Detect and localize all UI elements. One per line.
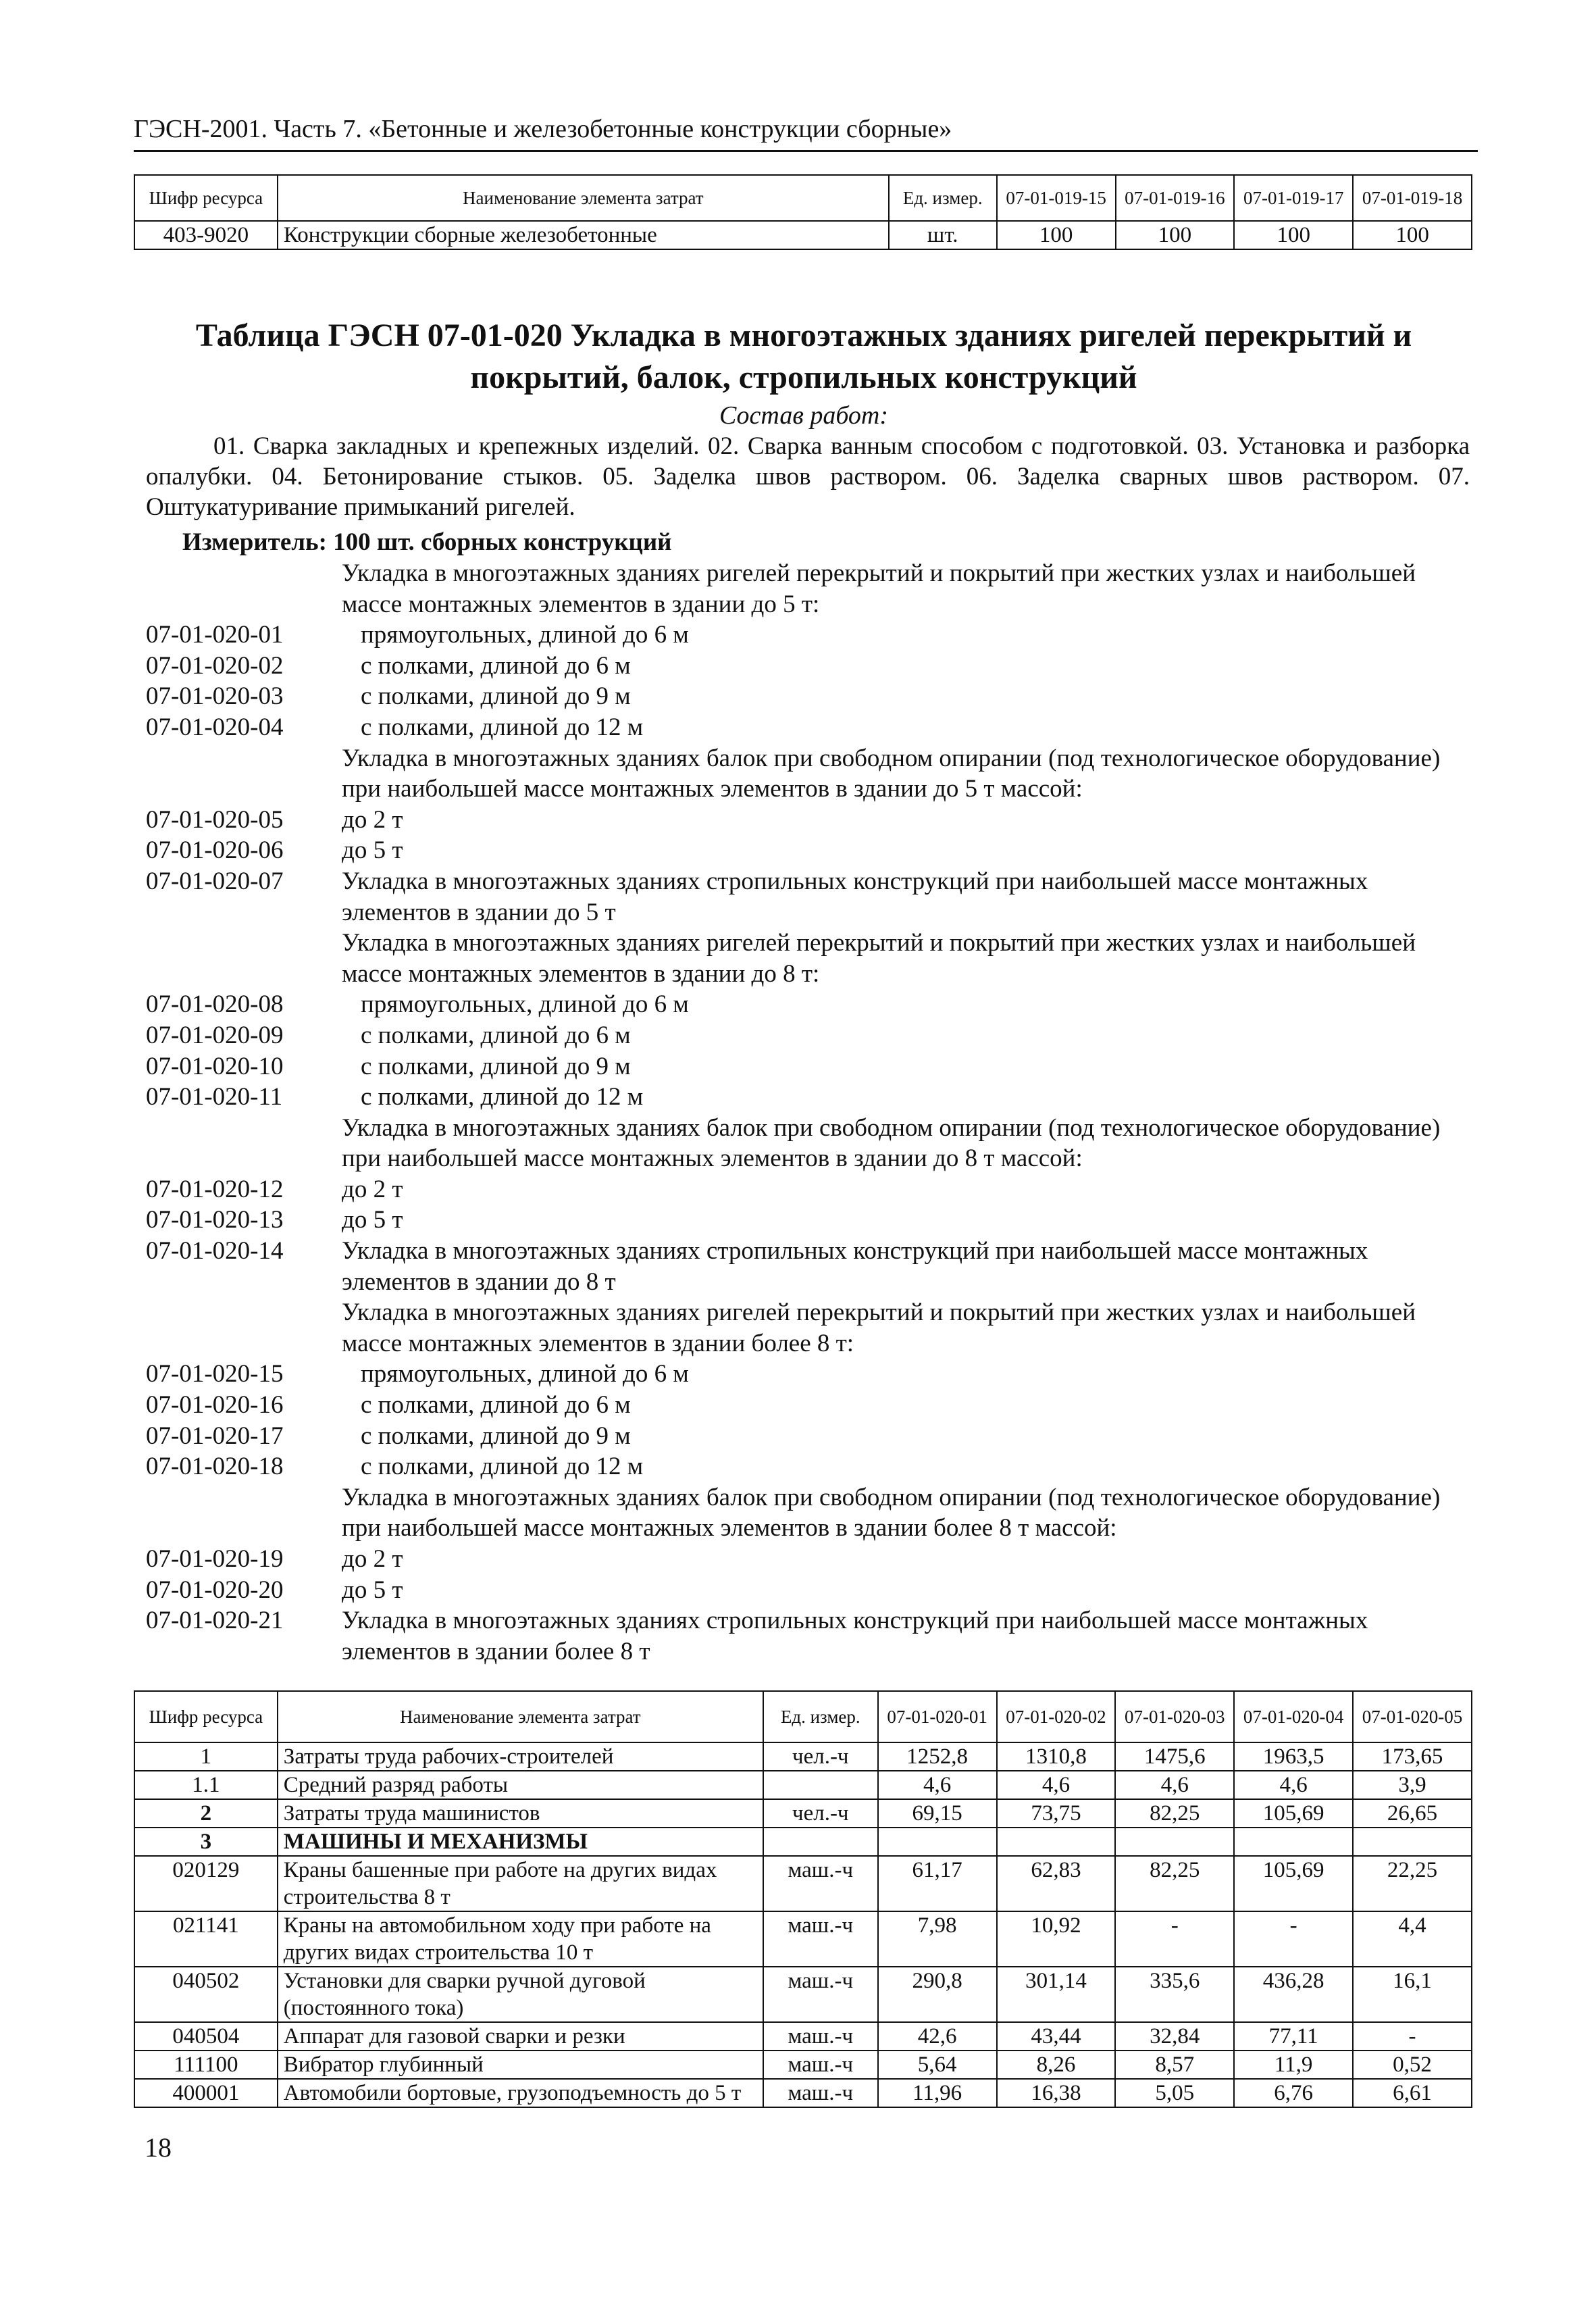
item-text: прямоугольных, длиной до 6 м	[361, 621, 689, 649]
cell-code: 400001	[134, 2079, 278, 2107]
list-item	[146, 1297, 1470, 1359]
item-code: 07-01-020-13	[146, 1206, 284, 1234]
cell-value	[1234, 1828, 1353, 1856]
item-code: 07-01-020-03	[146, 682, 284, 711]
item-text: Укладка в многоэтажных зданиях балок при свободном опирании (под технологическое оборудование) при наибольшей массе монтажных элементов в здании более 8 т массой:	[342, 1483, 1441, 1542]
item-code	[146, 1113, 342, 1174]
list-item	[146, 1236, 1470, 1297]
col-header-norm: 07-01-019-17	[1234, 175, 1353, 221]
item-text: Укладка в многоэтажных зданиях балок при свободном опирании (под технологическое оборудование) при наибольшей массе монтажных элементов в здании до 8 т массой:	[342, 1113, 1441, 1173]
item-text: до 5 т	[342, 1206, 403, 1234]
item-code: 07-01-020-20	[146, 1576, 284, 1604]
list-item	[146, 712, 1470, 743]
list-item	[146, 620, 1470, 651]
item-text: с полками, длиной до 12 м	[361, 713, 644, 741]
item-text: Укладка в многоэтажных зданиях ригелей перекрытий и покрытий при жестких узлах и наибольшей массе монтажных элементов в здании до 8 т:	[342, 929, 1416, 988]
cell-code: 040504	[134, 2022, 278, 2051]
works-description: 01. Сварка закладных и крепежных изделий. 02. Сварка ванным способом с подготовкой. 03. Установка и разборка опалубки. 04. Бетонирование стыков. 05. Заделка швов раствором. 06. Заделка сварных швов раствором. 07. Оштукатуривание примыканий ригелей.	[146, 432, 1470, 521]
table-row	[134, 2051, 1472, 2079]
cell-value: 6,76	[1234, 2079, 1353, 2107]
cell-unit: маш.-ч	[763, 2022, 878, 2051]
table-title: Таблица ГЭСН 07-01-020 Укладка в многоэтажных зданиях ригелей перекрытий и покрытий, балок, стропильных конструкций	[195, 318, 1412, 395]
table-row	[134, 1967, 1472, 2022]
col-header-norm: 07-01-020-03	[1115, 1691, 1234, 1742]
item-text: с полками, длиной до 9 м	[361, 1422, 631, 1450]
cell-name: Средний разряд работы	[278, 1771, 763, 1799]
cell-value	[997, 1828, 1116, 1856]
table-row	[134, 1828, 1472, 1856]
cell-value: 73,75	[997, 1799, 1116, 1828]
cell-unit: маш.-ч	[763, 2079, 878, 2107]
cell-unit: маш.-ч	[763, 1856, 878, 1911]
cell-value: 105,69	[1234, 1856, 1353, 1911]
table-row	[134, 1742, 1472, 1771]
col-header-name: Наименование элемента затрат	[278, 1691, 763, 1742]
col-header-norm: 07-01-019-18	[1353, 175, 1472, 221]
cell-code: 3	[134, 1828, 278, 1856]
col-header-norm: 07-01-019-15	[997, 175, 1116, 221]
table-row	[134, 2079, 1472, 2107]
cell-value: 69,15	[878, 1799, 997, 1828]
item-code: 07-01-020-18	[146, 1453, 284, 1481]
cell-value: -	[1234, 1911, 1353, 1967]
table-header-row	[134, 175, 1472, 221]
item-text: с полками, длиной до 12 м	[361, 1453, 644, 1481]
list-item	[146, 651, 1470, 682]
table-row	[134, 1911, 1472, 1967]
item-code: 07-01-020-10	[146, 1052, 284, 1080]
cell-value: 77,11	[1234, 2022, 1353, 2051]
cell-value: 1475,6	[1115, 1742, 1234, 1771]
cell-code: 111100	[134, 2051, 278, 2079]
cell-value: 436,28	[1234, 1967, 1353, 2022]
item-code: 07-01-020-09	[146, 1021, 284, 1049]
item-text: Укладка в многоэтажных зданиях стропильных конструкций при наибольшей массе монтажных элементов в здании до 5 т	[342, 867, 1368, 926]
table-row	[134, 1771, 1472, 1799]
item-code: 07-01-020-14	[146, 1237, 284, 1265]
item-code: 07-01-020-21	[146, 1607, 284, 1635]
col-header-norm: 07-01-020-01	[878, 1691, 997, 1742]
cell-value: 82,25	[1115, 1856, 1234, 1911]
list-item	[146, 1575, 1470, 1606]
cell-code: 021141	[134, 1911, 278, 1967]
cell-value: 8,26	[997, 2051, 1116, 2079]
cell-unit: чел.-ч	[763, 1799, 878, 1828]
cell-value: 43,44	[997, 2022, 1116, 2051]
cell-value: 22,25	[1353, 1856, 1472, 1911]
cell-value: 42,6	[878, 2022, 997, 2051]
running-header: ГЭСН-2001. Часть 7. «Бетонные и железобетонные конструкции сборные»	[134, 114, 1478, 152]
item-text: Укладка в многоэтажных зданиях стропильных конструкций при наибольшей массе монтажных элементов в здании более 8 т	[342, 1607, 1368, 1665]
item-text: с полками, длиной до 6 м	[361, 1021, 631, 1049]
cell-unit: чел.-ч	[763, 1742, 878, 1771]
item-code: 07-01-020-07	[146, 867, 284, 895]
cell-value: 4,6	[1234, 1771, 1353, 1799]
cell-code: 403-9020	[134, 221, 278, 249]
list-item	[146, 1451, 1470, 1482]
table-row	[134, 1799, 1472, 1828]
col-header-name: Наименование элемента затрат	[278, 175, 889, 221]
cell-value: 100	[1353, 221, 1472, 249]
cell-value: 0,52	[1353, 2051, 1472, 2079]
list-item	[146, 835, 1470, 866]
item-code: 07-01-020-15	[146, 1360, 284, 1388]
item-code: 07-01-020-05	[146, 805, 284, 834]
cell-value: 5,64	[878, 2051, 997, 2079]
cell-unit: маш.-ч	[763, 2051, 878, 2079]
cell-value: 62,83	[997, 1856, 1116, 1911]
cell-value: 100	[997, 221, 1116, 249]
item-code	[146, 558, 342, 620]
cell-name: Аппарат для газовой сварки и резки	[278, 2022, 763, 2051]
cell-value: 173,65	[1353, 1742, 1472, 1771]
item-text: до 5 т	[342, 1576, 403, 1604]
list-item	[146, 1605, 1470, 1667]
cell-name: Затраты труда рабочих-строителей	[278, 1742, 763, 1771]
list-item	[146, 1174, 1470, 1205]
cell-value: 7,98	[878, 1911, 997, 1967]
item-text: с полками, длиной до 9 м	[361, 682, 631, 711]
cell-value: 335,6	[1115, 1967, 1234, 2022]
list-item	[146, 1482, 1470, 1544]
item-text: с полками, длиной до 6 м	[361, 651, 631, 680]
cell-value: 4,4	[1353, 1911, 1472, 1967]
item-text: до 5 т	[342, 836, 403, 865]
cell-name: Автомобили бортовые, грузоподъемность до 5 т	[278, 2079, 763, 2107]
cell-value: 8,57	[1115, 2051, 1234, 2079]
list-item	[146, 1359, 1470, 1390]
list-item	[146, 1020, 1470, 1051]
cell-value: 1310,8	[997, 1742, 1116, 1771]
list-item	[146, 1113, 1470, 1174]
col-header-norm: 07-01-019-16	[1116, 175, 1235, 221]
list-item	[146, 1051, 1470, 1082]
norm-items-list	[146, 558, 1470, 1667]
item-text: Укладка в многоэтажных зданиях балок при свободном опирании (под технологическое оборудование) при наибольшей массе монтажных элементов в здании до 5 т массой:	[342, 744, 1441, 803]
cell-value: 5,05	[1115, 2079, 1234, 2107]
list-item	[146, 1421, 1470, 1452]
cell-value	[1353, 1828, 1472, 1856]
item-code	[146, 1297, 342, 1359]
table-row	[134, 2022, 1472, 2051]
cell-unit	[763, 1771, 878, 1799]
cell-name: Краны башенные при работе на других видах строительства 8 т	[278, 1856, 763, 1911]
list-item	[146, 681, 1470, 712]
composition-label: Состав работ:	[719, 401, 889, 430]
item-code	[146, 743, 342, 805]
item-text: прямоугольных, длиной до 6 м	[361, 1360, 689, 1388]
cell-value: 32,84	[1115, 2022, 1234, 2051]
cell-unit: маш.-ч	[763, 1911, 878, 1967]
cell-code: 1.1	[134, 1771, 278, 1799]
cell-value: 82,25	[1115, 1799, 1234, 1828]
cell-value: 100	[1234, 221, 1353, 249]
cell-value: 61,17	[878, 1856, 997, 1911]
item-text: до 2 т	[342, 805, 403, 834]
cell-value: 11,9	[1234, 2051, 1353, 2079]
cell-value	[1115, 1828, 1234, 1856]
cell-value: 1252,8	[878, 1742, 997, 1771]
list-item	[146, 1082, 1470, 1113]
list-item	[146, 1544, 1470, 1575]
list-item	[146, 989, 1470, 1020]
item-text: Укладка в многоэтажных зданиях стропильных конструкций при наибольшей массе монтажных элементов в здании до 8 т	[342, 1237, 1368, 1296]
cell-value: 4,6	[1115, 1771, 1234, 1799]
cell-value: 1963,5	[1234, 1742, 1353, 1771]
item-code: 07-01-020-12	[146, 1175, 284, 1203]
cell-name: Конструкции сборные железобетонные	[278, 221, 889, 249]
list-item	[146, 866, 1470, 928]
cell-unit: шт.	[889, 221, 997, 249]
table-header-row	[134, 1691, 1472, 1742]
resource-table-main	[134, 1690, 1472, 2108]
list-item	[146, 743, 1470, 805]
cell-unit	[763, 1828, 878, 1856]
item-code	[146, 1482, 342, 1544]
item-text: прямоугольных, длиной до 6 м	[361, 990, 689, 1019]
cell-value: 3,9	[1353, 1771, 1472, 1799]
cell-name: Вибратор глубинный	[278, 2051, 763, 2079]
cell-unit: маш.-ч	[763, 1967, 878, 2022]
item-code: 07-01-020-16	[146, 1391, 284, 1419]
col-header-norm: 07-01-020-02	[997, 1691, 1116, 1742]
col-header-norm: 07-01-020-04	[1234, 1691, 1353, 1742]
list-item	[146, 1390, 1470, 1421]
cell-value: 301,14	[997, 1967, 1116, 2022]
cell-name: Установки для сварки ручной дуговой (постоянного тока)	[278, 1967, 763, 2022]
cell-value: 26,65	[1353, 1799, 1472, 1828]
col-header-unit: Ед. измер.	[889, 175, 997, 221]
cell-value: 105,69	[1234, 1799, 1353, 1828]
cell-code: 1	[134, 1742, 278, 1771]
cell-value: 100	[1116, 221, 1235, 249]
item-text: с полками, длиной до 12 м	[361, 1083, 644, 1111]
item-code: 07-01-020-02	[146, 651, 284, 680]
item-code: 07-01-020-11	[146, 1083, 283, 1111]
cell-name: Краны на автомобильном ходу при работе на других видах строительства 10 т	[278, 1911, 763, 1967]
cell-value: 10,92	[997, 1911, 1116, 1967]
measurer: Измеритель: 100 шт. сборных конструкций	[182, 528, 672, 556]
item-code: 07-01-020-06	[146, 836, 284, 865]
cell-code: 2	[134, 1799, 278, 1828]
item-text: с полками, длиной до 6 м	[361, 1391, 631, 1419]
list-item	[146, 928, 1470, 989]
cell-name: Затраты труда машинистов	[278, 1799, 763, 1828]
item-code: 07-01-020-01	[146, 621, 284, 649]
item-text: Укладка в многоэтажных зданиях ригелей перекрытий и покрытий при жестких узлах и наибольшей массе монтажных элементов в здании более 8 т:	[342, 1299, 1416, 1357]
table-row	[134, 1856, 1472, 1911]
cell-value: -	[1115, 1911, 1234, 1967]
cell-value	[878, 1828, 997, 1856]
item-code: 07-01-020-08	[146, 990, 284, 1019]
cell-name: МАШИНЫ И МЕХАНИЗМЫ	[278, 1828, 763, 1856]
list-item	[146, 805, 1470, 836]
cell-value: -	[1353, 2022, 1472, 2051]
item-code	[146, 928, 342, 989]
list-item	[146, 1205, 1470, 1236]
list-item	[146, 558, 1470, 620]
col-header-code: Шифр ресурса	[134, 175, 278, 221]
cell-code: 040502	[134, 1967, 278, 2022]
page-number: 18	[145, 2132, 172, 2163]
cell-code: 020129	[134, 1856, 278, 1911]
table-row	[134, 221, 1472, 249]
item-code: 07-01-020-17	[146, 1422, 284, 1450]
item-code: 07-01-020-19	[146, 1545, 284, 1573]
cell-value: 6,61	[1353, 2079, 1472, 2107]
col-header-unit: Ед. измер.	[763, 1691, 878, 1742]
item-code: 07-01-020-04	[146, 713, 284, 741]
col-header-code: Шифр ресурса	[134, 1691, 278, 1742]
cell-value: 290,8	[878, 1967, 997, 2022]
cell-value: 16,1	[1353, 1967, 1472, 2022]
cell-value: 16,38	[997, 2079, 1116, 2107]
cell-value: 11,96	[878, 2079, 997, 2107]
item-text: с полками, длиной до 9 м	[361, 1052, 631, 1080]
cell-value: 4,6	[878, 1771, 997, 1799]
cell-value: 4,6	[997, 1771, 1116, 1799]
item-text: до 2 т	[342, 1175, 403, 1203]
col-header-norm: 07-01-020-05	[1353, 1691, 1472, 1742]
resource-table-top	[134, 174, 1472, 250]
item-text: до 2 т	[342, 1545, 403, 1573]
item-text: Укладка в многоэтажных зданиях ригелей перекрытий и покрытий при жестких узлах и наибольшей массе монтажных элементов в здании до 5 т:	[342, 559, 1416, 618]
